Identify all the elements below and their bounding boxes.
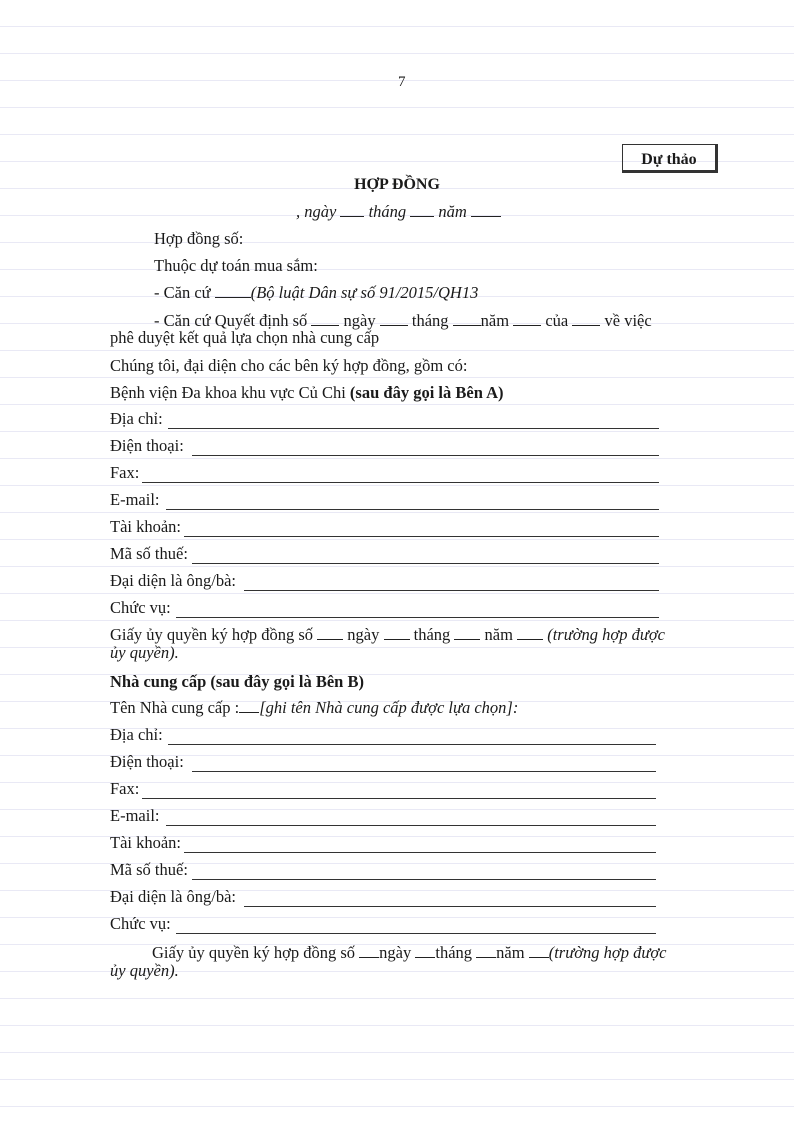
- party-a-auth-month-label: tháng: [413, 625, 451, 644]
- party-a-auth-prefix: Giấy ủy quyền ký hợp đồng số: [110, 625, 314, 644]
- party-b-auth-year-label: năm: [496, 943, 525, 962]
- party-a-name: Bệnh viện Đa khoa khu vực Củ Chi: [110, 383, 346, 402]
- decision-number-blank: [311, 311, 339, 326]
- date-year-blank: [471, 202, 501, 217]
- party-b-tax-field[interactable]: [192, 879, 656, 880]
- party-b-email-field[interactable]: [166, 825, 656, 826]
- party-a-phone-label: Điện thoại:: [110, 436, 184, 455]
- party-b-name-label: Tên Nhà cung cấp :: [110, 698, 240, 717]
- party-a-tag: (sau đây gọi là Bên A): [349, 383, 504, 402]
- party-a-auth-note-line2: ủy quyền).: [110, 643, 179, 662]
- basis-law-prefix: - Căn cứ: [154, 283, 211, 302]
- party-a-auth-year-blank[interactable]: [517, 625, 543, 640]
- document-title: HỢP ĐỒNG: [354, 176, 440, 193]
- party-a-auth-month-blank[interactable]: [454, 625, 480, 640]
- date-month-blank: [410, 202, 434, 217]
- decision-day-label: ngày: [343, 311, 376, 330]
- date-year-label: năm: [438, 202, 467, 221]
- party-a-name-line: [110, 383, 504, 403]
- party-a-fax-label: Fax:: [110, 463, 140, 482]
- party-b-auth-line: [152, 943, 666, 963]
- party-a-tax-label: Mã số thuế:: [110, 544, 188, 563]
- party-b-fax-field[interactable]: [142, 798, 656, 799]
- decision-year-blank: [513, 311, 541, 326]
- party-b-fax-label: Fax:: [110, 779, 140, 798]
- date-line: [296, 202, 501, 222]
- party-b-phone-field[interactable]: [192, 771, 656, 772]
- party-b-name-hint: [ghi tên Nhà cung cấp được lựa chọn]:: [259, 698, 519, 717]
- party-a-account-label: Tài khoản:: [110, 517, 182, 536]
- decision-month-blank: [453, 311, 481, 326]
- party-b-auth-day-blank[interactable]: [415, 943, 435, 958]
- party-a-tax-field[interactable]: [192, 563, 659, 564]
- party-a-auth-year-label: năm: [484, 625, 513, 644]
- party-b-auth-year-blank[interactable]: [529, 943, 549, 958]
- party-b-position-field[interactable]: [176, 933, 656, 934]
- party-b-name-blank[interactable]: [239, 698, 259, 713]
- basis-law-text: (Bộ luật Dân sự số 91/2015/QH13: [250, 283, 479, 302]
- party-b-email-label: E-mail:: [110, 806, 160, 825]
- party-b-phone-label: Điện thoại:: [110, 752, 184, 771]
- party-b-name-line: [110, 698, 518, 718]
- draft-badge: Dự thảo: [622, 144, 718, 173]
- party-a-rep-field[interactable]: [244, 590, 659, 591]
- party-b-auth-day-label: ngày: [379, 943, 412, 962]
- date-day-label: , ngày: [296, 202, 337, 221]
- party-a-auth-note: (trường hợp được: [547, 625, 665, 644]
- party-b-account-label: Tài khoản:: [110, 833, 182, 852]
- decision-day-blank: [380, 311, 408, 326]
- party-a-auth-line: [110, 625, 665, 645]
- party-a-account-field[interactable]: [184, 536, 659, 537]
- contract-number-label: Hợp đồng số:: [154, 229, 244, 248]
- decision-of-label: của: [545, 311, 569, 330]
- party-b-position-label: Chức vụ:: [110, 914, 171, 933]
- basis-decision-line2: phê duyệt kết quả lựa chọn nhà cung cấp: [110, 328, 380, 347]
- party-b-auth-number-blank[interactable]: [359, 943, 379, 958]
- basis-law-blank: [215, 283, 251, 298]
- party-a-phone-field[interactable]: [192, 455, 659, 456]
- party-a-email-field[interactable]: [166, 509, 659, 510]
- party-a-position-field[interactable]: [176, 617, 659, 618]
- party-b-rep-label: Đại diện là ông/bà:: [110, 887, 237, 906]
- parties-intro: Chúng tôi, đại diện cho các bên ký hợp đồng, gồm có:: [110, 356, 468, 375]
- party-b-auth-note: (trường hợp được: [548, 943, 667, 962]
- party-a-auth-day-label: ngày: [347, 625, 380, 644]
- party-b-auth-month-blank[interactable]: [476, 943, 496, 958]
- party-a-auth-day-blank[interactable]: [384, 625, 410, 640]
- party-a-auth-number-blank[interactable]: [317, 625, 343, 640]
- party-b-auth-month-label: tháng: [435, 943, 473, 962]
- party-a-address-label: Địa chỉ:: [110, 409, 163, 428]
- decision-year-label: năm: [480, 311, 510, 330]
- party-a-email-label: E-mail:: [110, 490, 160, 509]
- party-a-address-field[interactable]: [168, 428, 659, 429]
- basis-law-line: [154, 283, 478, 303]
- decision-issuer-blank: [572, 311, 600, 326]
- party-a-rep-label: Đại diện là ông/bà:: [110, 571, 237, 590]
- party-b-account-field[interactable]: [184, 852, 656, 853]
- party-b-tax-label: Mã số thuế:: [110, 860, 188, 879]
- party-a-position-label: Chức vụ:: [110, 598, 171, 617]
- date-month-label: tháng: [368, 202, 407, 221]
- estimate-label: Thuộc dự toán mua sắm:: [154, 256, 318, 275]
- party-b-address-label: Địa chỉ:: [110, 725, 163, 744]
- decision-suffix: về việc: [604, 311, 652, 330]
- page-number: 7: [398, 74, 406, 90]
- party-b-address-field[interactable]: [168, 744, 656, 745]
- party-a-fax-field[interactable]: [142, 482, 659, 483]
- party-b-heading: Nhà cung cấp (sau đây gọi là Bên B): [110, 672, 364, 691]
- party-b-auth-prefix: Giấy ủy quyền ký hợp đồng số: [152, 943, 356, 962]
- party-b-auth-note-line2: ủy quyền).: [110, 961, 179, 980]
- date-day-blank: [340, 202, 364, 217]
- decision-month-label: tháng: [411, 311, 449, 330]
- party-b-rep-field[interactable]: [244, 906, 656, 907]
- basis-decision-prefix: - Căn cứ Quyết định số: [154, 311, 308, 330]
